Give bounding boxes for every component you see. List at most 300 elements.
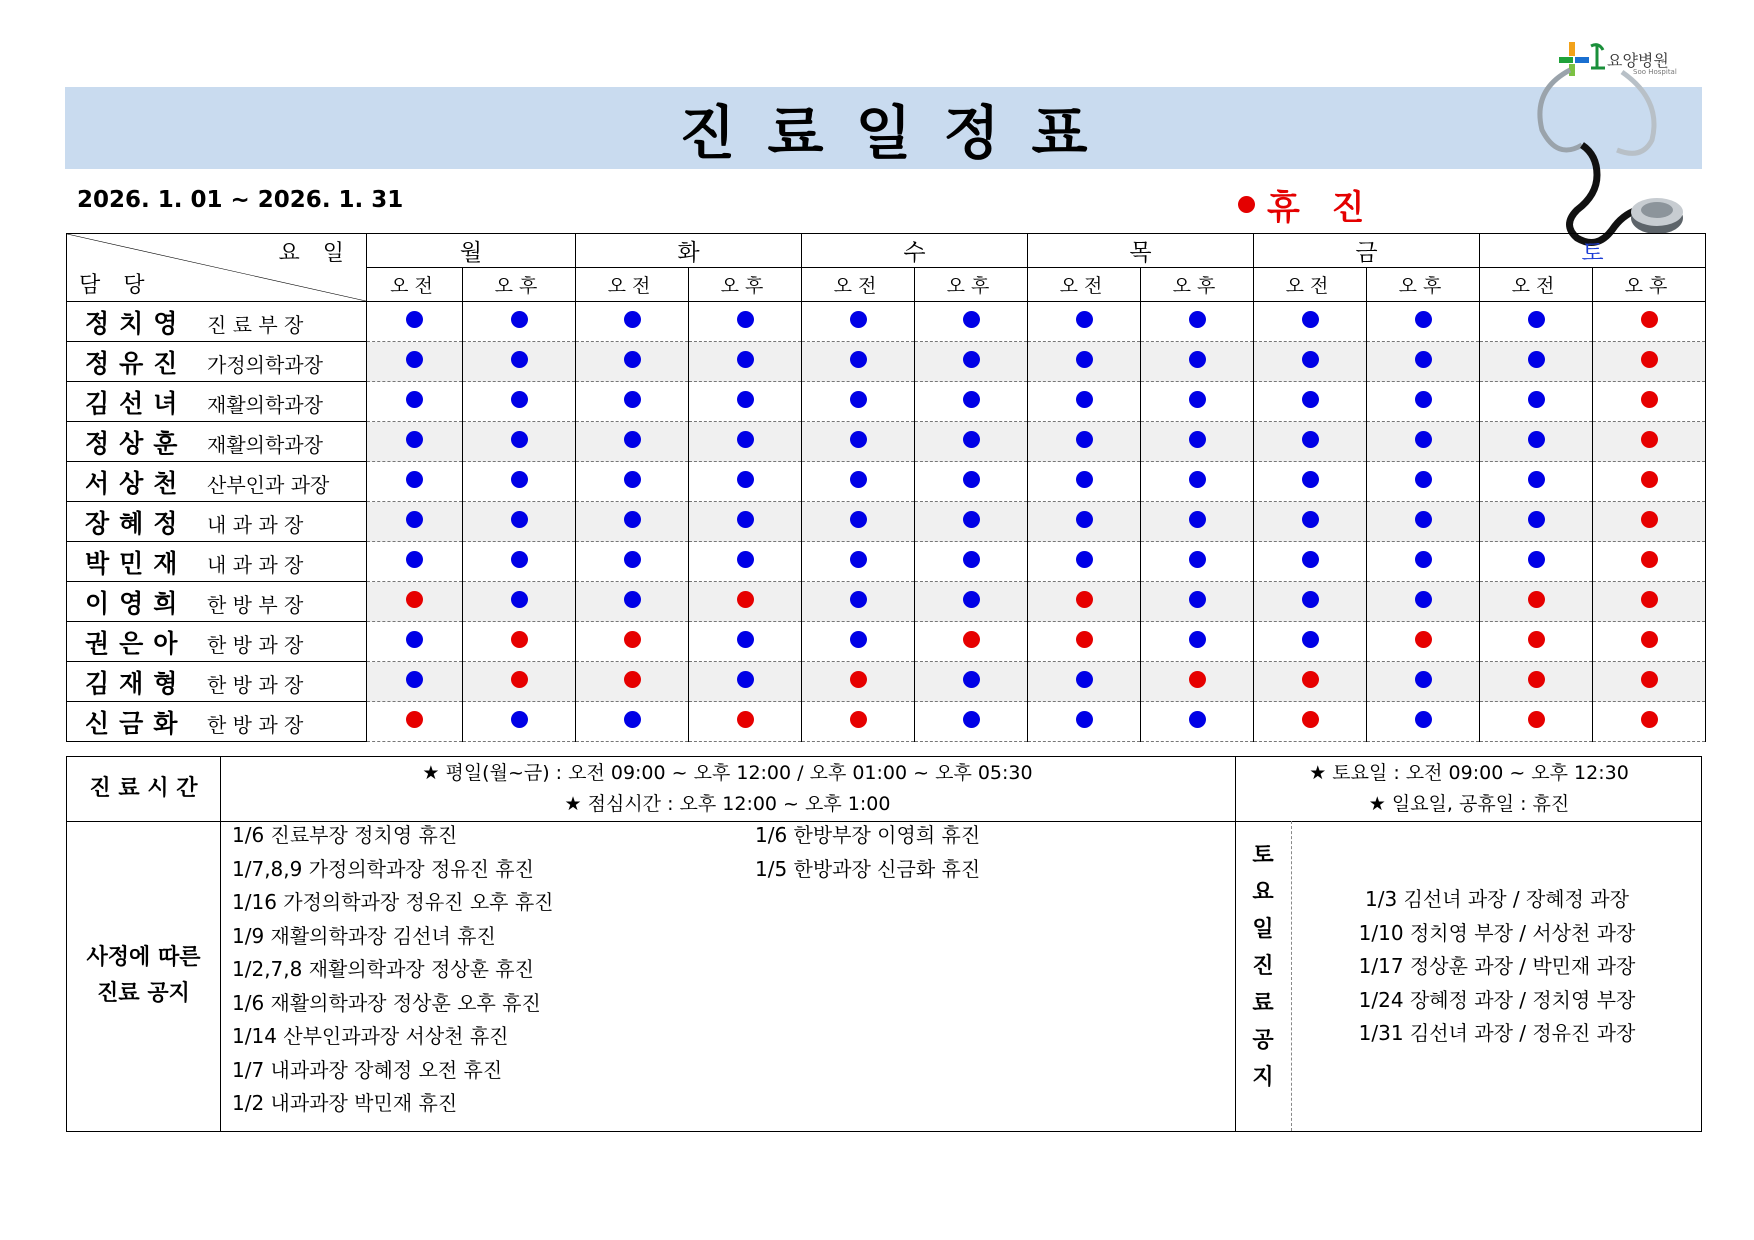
schedule-slot bbox=[915, 382, 1028, 422]
closed-dot-icon bbox=[1641, 591, 1658, 608]
header-staff-label: 담 당 bbox=[79, 273, 153, 298]
available-dot-icon bbox=[850, 511, 867, 528]
available-dot-icon bbox=[511, 551, 528, 568]
schedule-slot bbox=[1593, 422, 1706, 462]
pm-header: 오후 bbox=[1367, 268, 1480, 302]
weekday-hours-text: ★ 평일(월~금) : 오전 09:00 ~ 오후 12:00 / 오후 01:00 ~ 오후 05:30 bbox=[422, 762, 1033, 784]
schedule-slot bbox=[463, 302, 576, 342]
closed-dot-icon bbox=[1076, 591, 1093, 608]
available-dot-icon bbox=[1415, 591, 1432, 608]
schedule-slot bbox=[463, 582, 576, 622]
doctor-name: 정유진 bbox=[85, 348, 188, 378]
available-dot-icon bbox=[511, 471, 528, 488]
closed-dot-icon bbox=[1641, 351, 1658, 368]
am-header: 오전 bbox=[1480, 268, 1593, 302]
available-dot-icon bbox=[737, 431, 754, 448]
title-bar bbox=[65, 87, 1702, 169]
schedule-slot bbox=[802, 702, 915, 742]
closed-dot-icon bbox=[1641, 551, 1658, 568]
available-dot-icon bbox=[1189, 591, 1206, 608]
closed-dot-icon bbox=[1528, 591, 1545, 608]
doctor-row bbox=[67, 382, 1706, 422]
doctor-cell bbox=[67, 462, 367, 502]
doctor-role: 재활의학과장 bbox=[207, 432, 323, 457]
schedule-slot bbox=[802, 422, 915, 462]
schedule-slot bbox=[463, 382, 576, 422]
weekend-hours bbox=[1235, 757, 1703, 821]
available-dot-icon bbox=[1528, 551, 1545, 568]
header-corner bbox=[67, 234, 367, 302]
notice-list-left bbox=[232, 819, 752, 1121]
schedule-slot bbox=[689, 382, 802, 422]
available-dot-icon bbox=[511, 591, 528, 608]
schedule-slot bbox=[802, 342, 915, 382]
closed-dot-icon bbox=[1641, 631, 1658, 648]
schedule-slot bbox=[1254, 502, 1367, 542]
legend-label: 휴 진 bbox=[1267, 188, 1375, 228]
available-dot-icon bbox=[1302, 351, 1319, 368]
schedule-slot bbox=[367, 582, 463, 622]
available-dot-icon bbox=[1302, 311, 1319, 328]
available-dot-icon bbox=[1302, 471, 1319, 488]
available-dot-icon bbox=[1302, 551, 1319, 568]
saturday-label-char: 진 bbox=[1252, 954, 1274, 979]
doctor-role: 내 과 과 장 bbox=[207, 512, 304, 537]
doctor-cell bbox=[67, 582, 367, 622]
schedule-slot bbox=[1593, 662, 1706, 702]
schedule-slot bbox=[576, 382, 689, 422]
schedule-slot bbox=[1593, 462, 1706, 502]
available-dot-icon bbox=[406, 511, 423, 528]
available-dot-icon bbox=[850, 391, 867, 408]
page-title: 진료일정표 bbox=[679, 99, 1120, 167]
closed-dot-icon bbox=[1302, 671, 1319, 688]
pm-header: 오후 bbox=[689, 268, 802, 302]
available-dot-icon bbox=[963, 311, 980, 328]
saturday-notice-item: 1/10 정치영 부장 / 서상천 과장 bbox=[1358, 920, 1636, 945]
closed-dot-icon bbox=[850, 711, 867, 728]
schedule-slot bbox=[689, 422, 802, 462]
schedule-slot bbox=[1028, 542, 1141, 582]
available-dot-icon bbox=[406, 391, 423, 408]
closed-dot-icon bbox=[1189, 671, 1206, 688]
available-dot-icon bbox=[850, 631, 867, 648]
schedule-slot bbox=[1593, 702, 1706, 742]
off-dot-icon bbox=[1238, 196, 1255, 213]
closed-dot-icon bbox=[511, 671, 528, 688]
available-dot-icon bbox=[850, 471, 867, 488]
schedule-slot bbox=[802, 582, 915, 622]
doctor-role: 산부인과 과장 bbox=[207, 472, 330, 497]
closed-dot-icon bbox=[1076, 631, 1093, 648]
available-dot-icon bbox=[963, 551, 980, 568]
available-dot-icon bbox=[1302, 631, 1319, 648]
available-dot-icon bbox=[1076, 471, 1093, 488]
logo-subtext: Soo Hospital bbox=[1633, 68, 1677, 76]
schedule-slot bbox=[1367, 422, 1480, 462]
available-dot-icon bbox=[1189, 631, 1206, 648]
doctor-name: 장혜정 bbox=[85, 508, 188, 538]
closed-dot-icon bbox=[737, 711, 754, 728]
day-header-fri: 금 bbox=[1254, 234, 1480, 268]
schedule-slot bbox=[802, 382, 915, 422]
doctor-row bbox=[67, 422, 1706, 462]
available-dot-icon bbox=[1076, 311, 1093, 328]
saturday-label-char: 요 bbox=[1252, 880, 1274, 905]
schedule-slot bbox=[1141, 382, 1254, 422]
schedule-slot bbox=[1141, 302, 1254, 342]
available-dot-icon bbox=[737, 511, 754, 528]
schedule-slot bbox=[1480, 582, 1593, 622]
schedule-slot bbox=[1367, 382, 1480, 422]
schedule-slot bbox=[576, 662, 689, 702]
doctor-row bbox=[67, 622, 1706, 662]
saturday-hours-text: ★ 토요일 : 오전 09:00 ~ 오후 12:30 bbox=[1309, 762, 1629, 784]
schedule-slot bbox=[1480, 502, 1593, 542]
doctor-role: 가정의학과장 bbox=[207, 352, 323, 377]
available-dot-icon bbox=[511, 431, 528, 448]
schedule-slot bbox=[915, 702, 1028, 742]
available-dot-icon bbox=[624, 431, 641, 448]
schedule-slot bbox=[1480, 302, 1593, 342]
closed-dot-icon bbox=[1528, 671, 1545, 688]
closed-dot-icon bbox=[1641, 511, 1658, 528]
available-dot-icon bbox=[963, 671, 980, 688]
schedule-slot bbox=[689, 622, 802, 662]
closed-dot-icon bbox=[1641, 311, 1658, 328]
closed-dot-icon bbox=[624, 631, 641, 648]
closed-dot-icon bbox=[1641, 471, 1658, 488]
schedule-slot bbox=[1480, 382, 1593, 422]
available-dot-icon bbox=[1528, 511, 1545, 528]
schedule-slot bbox=[915, 342, 1028, 382]
available-dot-icon bbox=[963, 391, 980, 408]
doctor-row bbox=[67, 302, 1706, 342]
am-header: 오전 bbox=[1028, 268, 1141, 302]
doctor-name: 김선녀 bbox=[85, 388, 188, 418]
closed-dot-icon bbox=[1528, 711, 1545, 728]
closed-dot-icon bbox=[624, 671, 641, 688]
notice-label bbox=[67, 821, 220, 1131]
saturday-notice-item: 1/31 김선녀 과장 / 정유진 과장 bbox=[1358, 1021, 1636, 1045]
available-dot-icon bbox=[1302, 511, 1319, 528]
info-box bbox=[66, 756, 1702, 1132]
schedule-slot bbox=[576, 302, 689, 342]
available-dot-icon bbox=[1302, 391, 1319, 408]
available-dot-icon bbox=[1528, 471, 1545, 488]
schedule-slot bbox=[802, 302, 915, 342]
available-dot-icon bbox=[1415, 671, 1432, 688]
schedule-slot bbox=[1254, 422, 1367, 462]
schedule-slot bbox=[463, 502, 576, 542]
available-dot-icon bbox=[963, 511, 980, 528]
schedule-slot bbox=[1028, 342, 1141, 382]
available-dot-icon bbox=[624, 311, 641, 328]
schedule-slot bbox=[802, 462, 915, 502]
schedule-slot bbox=[1480, 622, 1593, 662]
available-dot-icon bbox=[406, 631, 423, 648]
schedule-slot bbox=[1141, 462, 1254, 502]
schedule-slot bbox=[689, 342, 802, 382]
schedule-slot bbox=[576, 542, 689, 582]
available-dot-icon bbox=[1415, 311, 1432, 328]
notice-item: 1/9 재활의학과장 김선녀 휴진 bbox=[232, 923, 496, 948]
doctor-role: 한 방 과 장 bbox=[207, 672, 304, 697]
schedule-slot bbox=[1141, 542, 1254, 582]
available-dot-icon bbox=[1415, 351, 1432, 368]
day-header-thu: 목 bbox=[1028, 234, 1254, 268]
doctor-row bbox=[67, 542, 1706, 582]
schedule-slot bbox=[1141, 422, 1254, 462]
available-dot-icon bbox=[1528, 311, 1545, 328]
schedule-slot bbox=[576, 582, 689, 622]
saturday-label-char: 토 bbox=[1252, 843, 1274, 868]
schedule-slot bbox=[1367, 342, 1480, 382]
available-dot-icon bbox=[1415, 711, 1432, 728]
notice-item: 1/2 내과과장 박민재 휴진 bbox=[232, 1091, 458, 1115]
saturday-label-char: 일 bbox=[1252, 917, 1274, 942]
schedule-slot bbox=[802, 622, 915, 662]
schedule-slot bbox=[1254, 342, 1367, 382]
available-dot-icon bbox=[737, 551, 754, 568]
available-dot-icon bbox=[1189, 351, 1206, 368]
saturday-notice-item: 1/24 장혜정 과장 / 정치영 부장 bbox=[1358, 987, 1636, 1012]
am-header: 오전 bbox=[802, 268, 915, 302]
available-dot-icon bbox=[1189, 551, 1206, 568]
available-dot-icon bbox=[737, 671, 754, 688]
schedule-slot bbox=[689, 542, 802, 582]
available-dot-icon bbox=[624, 351, 641, 368]
doctor-cell bbox=[67, 302, 367, 342]
schedule-slot bbox=[1593, 342, 1706, 382]
saturday-label-char: 공 bbox=[1252, 1028, 1274, 1053]
stethoscope-icon bbox=[1522, 60, 1687, 250]
schedule-slot bbox=[576, 342, 689, 382]
schedule-slot bbox=[1028, 702, 1141, 742]
doctor-role: 진 료 부 장 bbox=[207, 312, 304, 337]
schedule-slot bbox=[1593, 502, 1706, 542]
closed-dot-icon bbox=[1528, 631, 1545, 648]
schedule-slot bbox=[1367, 542, 1480, 582]
closed-dot-icon bbox=[1641, 711, 1658, 728]
closed-dot-icon bbox=[850, 671, 867, 688]
sunday-hours-text: ★ 일요일, 공휴일 : 휴진 bbox=[1368, 793, 1570, 815]
notice-item: 1/16 가정의학과장 정유진 오후 휴진 bbox=[232, 890, 554, 914]
available-dot-icon bbox=[511, 511, 528, 528]
schedule-slot bbox=[367, 422, 463, 462]
doctor-role: 내 과 과 장 bbox=[207, 552, 304, 577]
available-dot-icon bbox=[624, 391, 641, 408]
notice-item: 1/5 한방과장 신금화 휴진 bbox=[755, 856, 981, 881]
schedule-slot bbox=[689, 702, 802, 742]
available-dot-icon bbox=[624, 711, 641, 728]
notice-item: 1/6 진료부장 정치영 휴진 bbox=[232, 823, 458, 847]
available-dot-icon bbox=[850, 591, 867, 608]
schedule-slot bbox=[1254, 382, 1367, 422]
pm-header: 오후 bbox=[915, 268, 1028, 302]
schedule-slot bbox=[689, 302, 802, 342]
pm-header: 오후 bbox=[463, 268, 576, 302]
available-dot-icon bbox=[963, 471, 980, 488]
doctor-row bbox=[67, 342, 1706, 382]
schedule-slot bbox=[802, 662, 915, 702]
saturday-label-char: 지 bbox=[1252, 1065, 1274, 1090]
available-dot-icon bbox=[737, 391, 754, 408]
schedule-slot bbox=[576, 622, 689, 662]
available-dot-icon bbox=[963, 711, 980, 728]
doctor-row bbox=[67, 702, 1706, 742]
saturday-label-char: 료 bbox=[1252, 991, 1274, 1016]
schedule-slot bbox=[915, 582, 1028, 622]
doctor-cell bbox=[67, 542, 367, 582]
schedule-slot bbox=[1593, 382, 1706, 422]
available-dot-icon bbox=[1076, 391, 1093, 408]
available-dot-icon bbox=[1415, 431, 1432, 448]
available-dot-icon bbox=[406, 431, 423, 448]
doctor-row bbox=[67, 662, 1706, 702]
header-day-label: 요 일 bbox=[278, 241, 352, 266]
schedule-slot bbox=[915, 622, 1028, 662]
pm-header: 오후 bbox=[1141, 268, 1254, 302]
closed-dot-icon bbox=[1641, 671, 1658, 688]
available-dot-icon bbox=[850, 311, 867, 328]
available-dot-icon bbox=[1415, 511, 1432, 528]
schedule-slot bbox=[576, 702, 689, 742]
available-dot-icon bbox=[406, 551, 423, 568]
saturday-notice-item: 1/17 정상훈 과장 / 박민재 과장 bbox=[1358, 954, 1636, 978]
schedule-slot bbox=[1141, 582, 1254, 622]
available-dot-icon bbox=[737, 351, 754, 368]
doctor-name: 김재형 bbox=[85, 668, 188, 698]
available-dot-icon bbox=[511, 391, 528, 408]
schedule-slot bbox=[367, 382, 463, 422]
schedule-slot bbox=[1593, 302, 1706, 342]
lunch-hours-text: ★ 점심시간 : 오후 12:00 ~ 오후 1:00 bbox=[564, 793, 891, 815]
schedule-slot bbox=[1367, 302, 1480, 342]
schedule-slot bbox=[463, 422, 576, 462]
schedule-table bbox=[66, 233, 1706, 742]
schedule-slot bbox=[689, 462, 802, 502]
available-dot-icon bbox=[406, 671, 423, 688]
schedule-slot bbox=[1028, 622, 1141, 662]
schedule-slot bbox=[367, 342, 463, 382]
schedule-slot bbox=[367, 542, 463, 582]
schedule-slot bbox=[576, 462, 689, 502]
schedule-slot bbox=[367, 622, 463, 662]
available-dot-icon bbox=[1189, 511, 1206, 528]
closed-dot-icon bbox=[737, 591, 754, 608]
schedule-slot bbox=[463, 342, 576, 382]
pm-header: 오후 bbox=[1593, 268, 1706, 302]
available-dot-icon bbox=[737, 311, 754, 328]
schedule-slot bbox=[1028, 382, 1141, 422]
schedule-slot bbox=[915, 662, 1028, 702]
available-dot-icon bbox=[624, 551, 641, 568]
schedule-slot bbox=[1593, 542, 1706, 582]
schedule-slot bbox=[1254, 302, 1367, 342]
schedule-slot bbox=[915, 542, 1028, 582]
available-dot-icon bbox=[1528, 391, 1545, 408]
schedule-slot bbox=[463, 542, 576, 582]
available-dot-icon bbox=[406, 311, 423, 328]
schedule-slot bbox=[1367, 462, 1480, 502]
schedule-slot bbox=[576, 422, 689, 462]
available-dot-icon bbox=[1076, 551, 1093, 568]
schedule-slot bbox=[367, 502, 463, 542]
schedule-slot bbox=[1028, 502, 1141, 542]
doctor-role: 재활의학과장 bbox=[207, 392, 323, 417]
schedule-slot bbox=[689, 582, 802, 622]
saturday-notice-item: 1/3 김선녀 과장 / 장혜정 과장 bbox=[1365, 887, 1629, 911]
schedule-slot bbox=[1028, 422, 1141, 462]
available-dot-icon bbox=[624, 471, 641, 488]
doctor-role: 한 방 과 장 bbox=[207, 712, 304, 737]
available-dot-icon bbox=[511, 711, 528, 728]
available-dot-icon bbox=[1076, 351, 1093, 368]
available-dot-icon bbox=[963, 591, 980, 608]
schedule-slot bbox=[1367, 622, 1480, 662]
available-dot-icon bbox=[1189, 391, 1206, 408]
schedule-slot bbox=[1028, 582, 1141, 622]
available-dot-icon bbox=[1076, 671, 1093, 688]
available-dot-icon bbox=[850, 431, 867, 448]
day-header-mon: 월 bbox=[367, 234, 576, 268]
available-dot-icon bbox=[1415, 391, 1432, 408]
schedule-slot bbox=[1254, 582, 1367, 622]
closed-dot-icon bbox=[1302, 711, 1319, 728]
day-header-tue: 화 bbox=[576, 234, 802, 268]
available-dot-icon bbox=[963, 431, 980, 448]
doctor-role: 한 방 부 장 bbox=[207, 592, 304, 617]
closed-dot-icon bbox=[511, 631, 528, 648]
doctor-row bbox=[67, 502, 1706, 542]
doctor-name: 이영희 bbox=[85, 588, 188, 618]
notice-label-line2: 진료 공지 bbox=[97, 981, 190, 1006]
available-dot-icon bbox=[406, 351, 423, 368]
doctor-name: 박민재 bbox=[85, 548, 188, 578]
schedule-slot bbox=[915, 302, 1028, 342]
notice-list-right bbox=[755, 819, 1215, 886]
schedule-slot bbox=[367, 302, 463, 342]
schedule-slot bbox=[1254, 462, 1367, 502]
doctor-cell bbox=[67, 382, 367, 422]
available-dot-icon bbox=[624, 511, 641, 528]
schedule-slot bbox=[1028, 662, 1141, 702]
doctor-cell bbox=[67, 422, 367, 462]
doctor-cell bbox=[67, 502, 367, 542]
available-dot-icon bbox=[850, 351, 867, 368]
schedule-slot bbox=[576, 502, 689, 542]
schedule-slot bbox=[367, 662, 463, 702]
doctor-name: 정치영 bbox=[85, 308, 188, 338]
schedule-slot bbox=[1141, 502, 1254, 542]
closed-dot-icon bbox=[406, 591, 423, 608]
schedule-slot bbox=[1254, 622, 1367, 662]
schedule-slot bbox=[463, 622, 576, 662]
schedule-slot bbox=[915, 502, 1028, 542]
available-dot-icon bbox=[1528, 351, 1545, 368]
schedule-slot bbox=[1367, 702, 1480, 742]
doctor-cell bbox=[67, 702, 367, 742]
schedule-slot bbox=[802, 502, 915, 542]
schedule-slot bbox=[1254, 542, 1367, 582]
doctor-name: 정상훈 bbox=[85, 428, 188, 458]
day-header-wed: 수 bbox=[802, 234, 1028, 268]
available-dot-icon bbox=[1189, 311, 1206, 328]
available-dot-icon bbox=[737, 471, 754, 488]
schedule-slot bbox=[1141, 342, 1254, 382]
notice-item: 1/6 재활의학과장 정상훈 오후 휴진 bbox=[232, 990, 541, 1015]
